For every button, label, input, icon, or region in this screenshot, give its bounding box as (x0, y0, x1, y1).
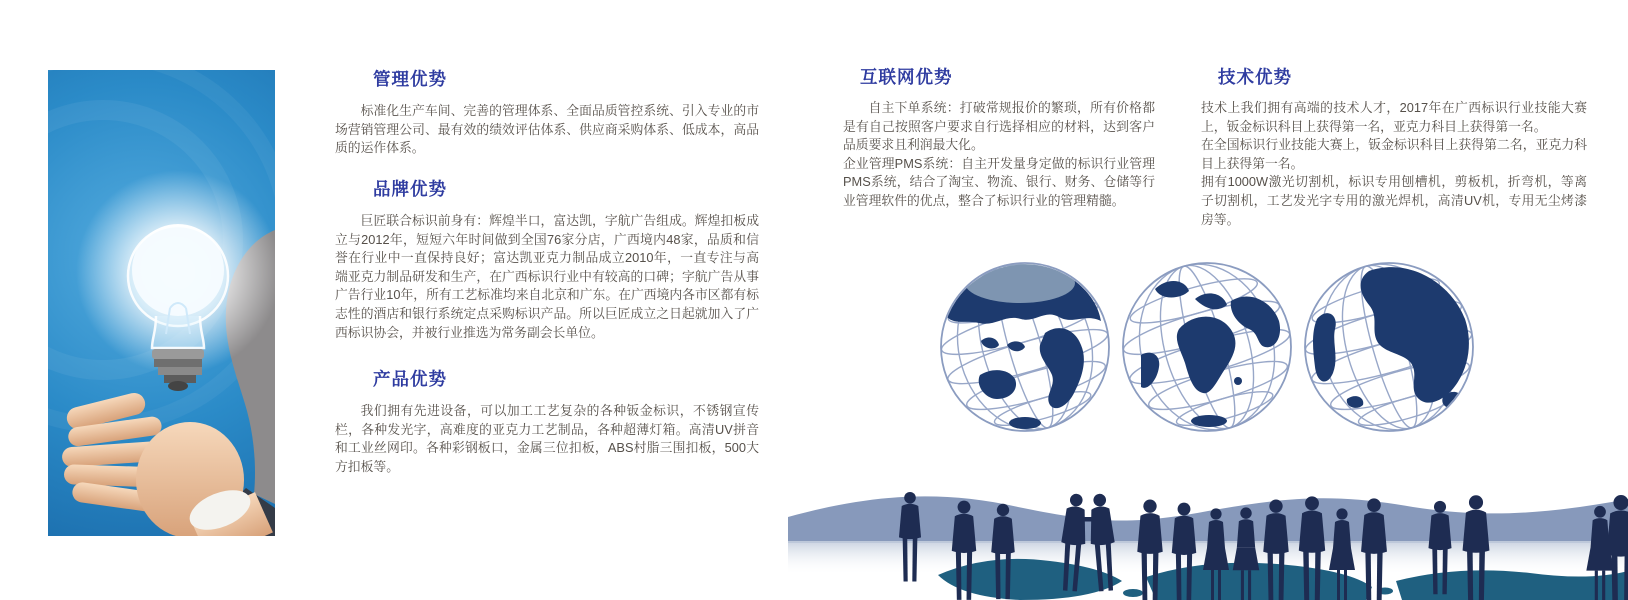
section-technology-advantage (1201, 64, 1587, 229)
section-title: 管理优势 (373, 69, 447, 89)
section-paragraph: 拥有1000W激光切割机，标识专用刨槽机，剪板机，折弯机，等离子切割机，工艺发光字专用的激光焊机，高清UV机，专用无尘烤漆房等。 (1201, 174, 1587, 227)
section-product-advantage (335, 366, 759, 476)
section-body: 巨匠联合标识前身有：辉煌半口，富达凯，字航广告组成。辉煌扣板成立与2012年，短短六年时间做到全国76家分店，广西境内48家，品质和信誉在行业中一直保持良好；富达凯亚克力制品成立2010年，一直专注与高端亚克力制品研发和生产，在广西标识行业中有较高的口碑；字航广告从事广告行业10年，所有工艺标准均来自北京和广东。在广西境内各市区都有标志性的酒店和银行系统定点采购标识产品。所以巨匠成立之日起就加入了广西标识协会，并被行业推选为常务副会长单位。 (335, 213, 759, 340)
section-title: 技术优势 (1218, 67, 1292, 87)
business-people-scene (788, 455, 1628, 600)
lightbulb-photo (48, 70, 275, 536)
globe-icon (1286, 255, 1490, 440)
section-paragraph: 在全国标识行业技能大赛上，钣金标识科目上获得第二名，亚克力科目上获得第一名。 (1201, 137, 1587, 171)
lightbulb-photo-art (48, 70, 275, 536)
globe-icon (1104, 255, 1310, 440)
section-internet-advantage (843, 64, 1155, 211)
section-title: 品牌优势 (373, 179, 447, 199)
globe-icon (930, 255, 1128, 440)
globes-graphic (930, 255, 1490, 440)
bulb-base (152, 349, 204, 391)
section-body: 我们拥有先进设备，可以加工工艺复杂的各种钣金标识，不锈钢宣传栏，各种发光字，高难度的亚克力工艺制品，各种超薄灯箱。高清UV拼音和工业丝网印。各种彩钢板口，金属三位扣板，ABS村脂三围扣板，500大方扣板等。 (335, 403, 759, 474)
bulb-neck (152, 316, 204, 348)
section-body: 标准化生产车间、完善的管理体系、全面品质管控系统、引入专业的市场营销管理公司、最有效的绩效评估体系、供应商采购体系、低成本，高品质的运作体系。 (335, 103, 759, 156)
business-people-art (788, 455, 1628, 600)
globes-art (930, 255, 1490, 440)
section-paragraph: 自主下单系统：打破常规报价的繁琐，所有价格都是有自己按照客户要求自行选择相应的材料，达到客户品质要求且利润最大化。 (843, 100, 1155, 153)
section-management-advantage (335, 66, 759, 158)
bulb-glass (128, 226, 228, 326)
section-title: 互联网优势 (860, 67, 953, 87)
section-paragraph: 技术上我们拥有高端的技术人才，2017年在广西标识行业技能大赛上，钣金标识科目上获得第一名，亚克力科目上获得第一名。 (1201, 100, 1587, 134)
section-brand-advantage (335, 176, 759, 342)
section-paragraph: 企业管理PMS系统：自主开发量身定做的标识行业管理PMS系统，结合了淘宝、物流、银行、财务、仓储等行业管理软件的优点，整合了标识行业的管理精髓。 (843, 155, 1155, 208)
section-title: 产品优势 (373, 369, 447, 389)
